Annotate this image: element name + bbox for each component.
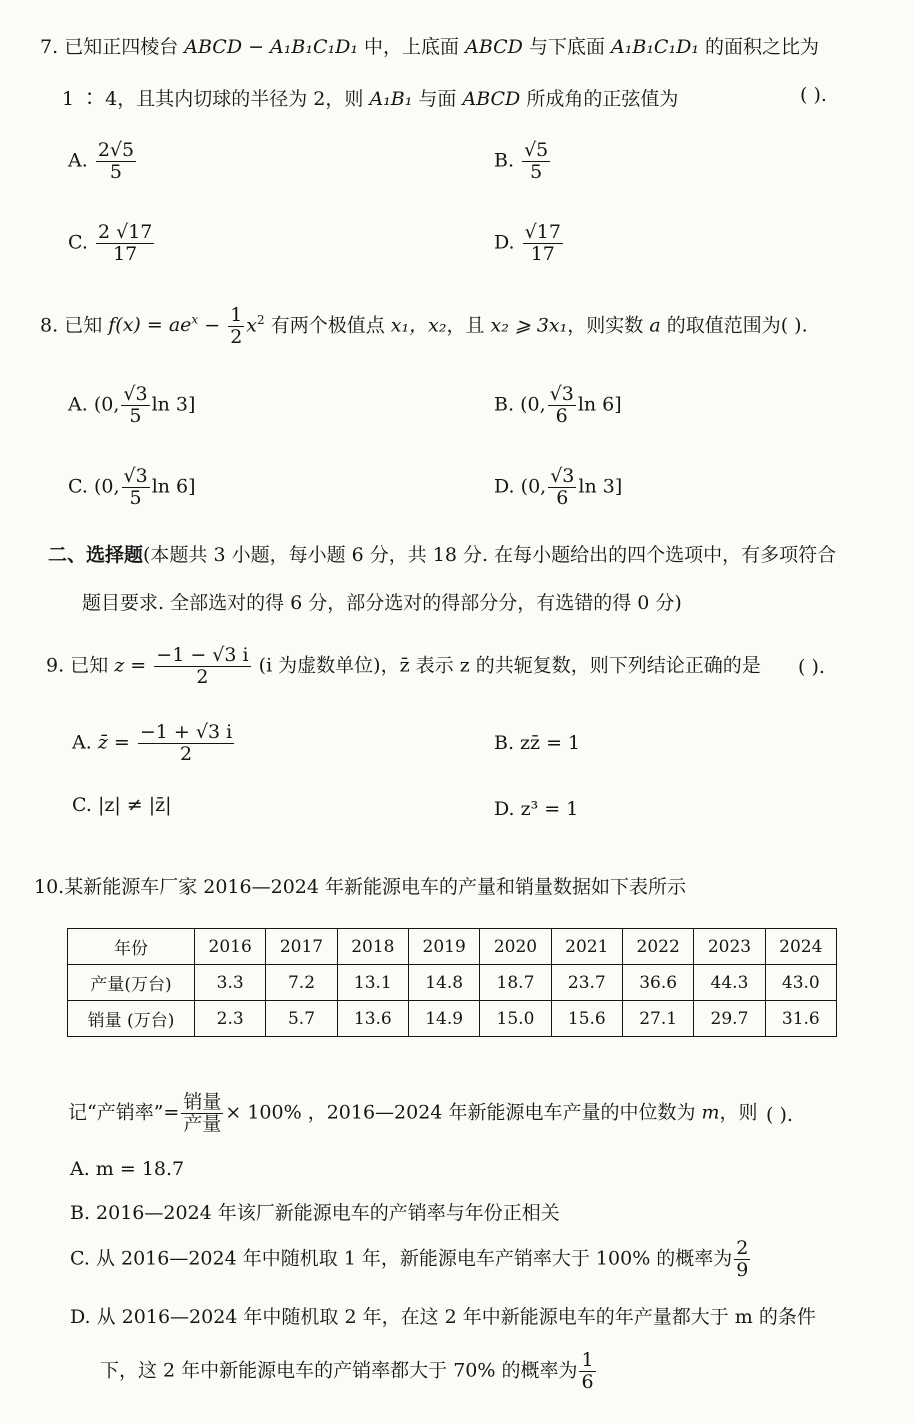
fraction bbox=[523, 222, 563, 265]
frac-num: 销量 bbox=[183, 1091, 222, 1113]
q10-def-b: × 100% ，2016—2024 年新能源电车产量的中位数为 bbox=[225, 1101, 696, 1124]
option-post: ln 3] bbox=[151, 393, 196, 416]
table-cell: 2022 bbox=[622, 929, 693, 965]
q7-blank: ( ). bbox=[800, 84, 827, 106]
frac-den: 6 bbox=[556, 486, 569, 509]
table-cell: 2020 bbox=[480, 929, 551, 965]
option-label: D. bbox=[494, 231, 515, 254]
q7-option-c[interactable] bbox=[68, 222, 156, 265]
q8-option-c[interactable] bbox=[68, 466, 196, 509]
section-line2: 题目要求. 全部选对的得 6 分，部分选对的得部分分，有选错的得 0 分) bbox=[82, 592, 682, 614]
option-pre: (0, bbox=[93, 475, 120, 498]
q10-option-d-line2 bbox=[100, 1350, 598, 1393]
fraction bbox=[122, 466, 150, 509]
fraction bbox=[548, 466, 576, 509]
table-row bbox=[68, 965, 837, 1001]
table-cell: 15.6 bbox=[551, 1001, 622, 1037]
frac-num: 2 bbox=[736, 1237, 749, 1259]
table-cell: 13.6 bbox=[337, 1001, 408, 1037]
frac-num: √3 bbox=[123, 465, 148, 487]
q7-text-d: 的面积之比为 bbox=[704, 36, 819, 58]
q10-option-c[interactable] bbox=[70, 1238, 752, 1281]
table-cell: 3.3 bbox=[195, 965, 266, 1001]
q9-option-b[interactable]: B. zz̄ = 1 bbox=[494, 732, 581, 754]
option-label: C. bbox=[68, 475, 88, 498]
option-pre: (0, bbox=[520, 475, 547, 498]
q8-option-d[interactable] bbox=[494, 466, 622, 509]
q8-func-sup: x bbox=[191, 313, 199, 328]
fraction bbox=[121, 384, 149, 427]
option-text-line2: 下，这 2 年中新能源电车的产销率都大于 70% 的概率为 bbox=[100, 1359, 578, 1382]
frac-num: −1 + √3 i bbox=[139, 721, 233, 743]
q9-option-d[interactable]: D. z³ = 1 bbox=[494, 798, 579, 820]
option-text-line1: D. 从 2016—2024 年中随机取 2 年，在这 2 年中新能源电车的年产量都大于 m 的条件 bbox=[70, 1306, 816, 1328]
q8-func-body: f(x) = ae bbox=[108, 314, 192, 337]
q10-m: m bbox=[701, 1101, 720, 1124]
table-cell: 产量(万台) bbox=[68, 965, 195, 1001]
option-lhs: z̄ = bbox=[97, 731, 130, 754]
table-cell: 2021 bbox=[551, 929, 622, 965]
q7-line2-c: 所成角的正弦值为 bbox=[526, 88, 679, 110]
q10-number: 10. bbox=[34, 876, 65, 898]
q10-text: 某新能源车厂家 2016—2024 年新能源电车的产量和销量数据如下表所示 bbox=[64, 876, 687, 898]
table-cell: 36.6 bbox=[622, 965, 693, 1001]
frac-den: 9 bbox=[736, 1258, 749, 1281]
q7-line2-b: 与面 bbox=[418, 88, 457, 110]
q7-line2 bbox=[62, 84, 678, 111]
table-cell: 2024 bbox=[765, 929, 836, 965]
fraction bbox=[96, 140, 136, 183]
table-cell: 14.8 bbox=[408, 965, 479, 1001]
frac-den: 5 bbox=[109, 160, 122, 183]
q9-text-a: 已知 bbox=[70, 654, 109, 677]
q9-line1 bbox=[46, 645, 761, 688]
table-cell: 销量 (万台) bbox=[68, 1001, 195, 1037]
frac-num: 2√5 bbox=[97, 139, 135, 161]
q8-text-b: 有两个极值点 bbox=[270, 314, 385, 337]
table-cell: 14.9 bbox=[408, 1001, 479, 1037]
table-cell: 15.0 bbox=[480, 1001, 551, 1037]
frac-den: 6 bbox=[581, 1370, 594, 1393]
frac-num: √3 bbox=[123, 383, 148, 405]
q10-option-b[interactable]: B. 2016—2024 年该厂新能源电车的产销率与年份正相关 bbox=[70, 1202, 560, 1224]
option-text: C. 从 2016—2024 年中随机取 1 年，新能源电车产销率大于 100% 的概率为 bbox=[70, 1247, 733, 1270]
option-label: C. bbox=[68, 231, 88, 254]
q8-vars: x₁，x₂ bbox=[390, 314, 447, 337]
q7-line1 bbox=[40, 32, 819, 59]
option-post: ln 3] bbox=[578, 475, 623, 498]
q7-text-a: 已知正四棱台 bbox=[64, 36, 179, 58]
table-cell: 2019 bbox=[408, 929, 479, 965]
frac-den: 2 bbox=[230, 325, 243, 348]
q7-text-c: 与下底面 bbox=[528, 36, 605, 58]
table-cell: 27.1 bbox=[622, 1001, 693, 1037]
frac-den: 5 bbox=[129, 486, 142, 509]
q8-number: 8. bbox=[40, 314, 59, 337]
frac-den: 6 bbox=[555, 404, 568, 427]
q7-upper: ABCD bbox=[465, 36, 523, 58]
frac-num: √3 bbox=[549, 383, 574, 405]
q7-lower: A₁B₁C₁D₁ bbox=[611, 36, 699, 58]
fraction bbox=[579, 1350, 595, 1393]
table-cell: 2018 bbox=[337, 929, 408, 965]
frac-num: √17 bbox=[524, 221, 561, 243]
table-cell: 年份 bbox=[68, 929, 195, 965]
q10-line1 bbox=[34, 872, 686, 899]
q8-text-c: ，且 bbox=[446, 314, 485, 337]
q7-option-d[interactable] bbox=[494, 222, 565, 265]
section-line1: (本题共 3 小题，每小题 6 分，共 18 分. 在每小题给出的四个选项中，有多项符合 bbox=[143, 544, 837, 566]
q7-number: 7. bbox=[40, 36, 59, 58]
q8-x: x bbox=[246, 314, 258, 337]
table-cell: 2017 bbox=[266, 929, 337, 965]
q10-option-d[interactable] bbox=[70, 1302, 816, 1329]
table-cell: 18.7 bbox=[480, 965, 551, 1001]
table-cell: 43.0 bbox=[765, 965, 836, 1001]
q9-number: 9. bbox=[46, 654, 65, 677]
q8-func bbox=[108, 314, 198, 336]
q9-z-eq: z = bbox=[114, 654, 147, 677]
q7-line2-a: 1 ∶ 4，且其内切球的半径为 2，则 bbox=[62, 88, 364, 110]
q10-definition bbox=[68, 1092, 758, 1135]
table-row bbox=[68, 1001, 837, 1037]
fraction bbox=[96, 222, 154, 265]
frac-den: 5 bbox=[530, 160, 543, 183]
frac-den: 17 bbox=[530, 242, 555, 265]
table-header-row bbox=[68, 929, 837, 965]
q8-a: a bbox=[649, 314, 661, 337]
q8-text-d: ，则实数 bbox=[567, 314, 644, 337]
option-label: A. bbox=[68, 393, 88, 416]
q8-text-e: 的取值范围为( ). bbox=[666, 314, 808, 337]
q7-solid: ABCD − A₁B₁C₁D₁ bbox=[184, 36, 358, 58]
option-pre: (0, bbox=[93, 393, 120, 416]
q9-option-c[interactable]: C. |z| ≠ |z̄| bbox=[72, 794, 172, 816]
q9-fraction bbox=[154, 645, 250, 688]
option-post: ln 6] bbox=[151, 475, 196, 498]
q8-cond: x₂ ⩾ 3x₁ bbox=[490, 314, 568, 337]
frac-num: √5 bbox=[524, 139, 549, 161]
q7-plane: ABCD bbox=[462, 88, 521, 110]
frac-num: 1 bbox=[581, 1349, 594, 1371]
option-label: D. bbox=[494, 475, 515, 498]
fraction bbox=[522, 140, 550, 183]
q7-edge: A₁B₁ bbox=[369, 88, 413, 110]
table-cell: 7.2 bbox=[266, 965, 337, 1001]
table-cell: 13.1 bbox=[337, 965, 408, 1001]
table-cell: 2023 bbox=[694, 929, 765, 965]
option-label: A. bbox=[68, 149, 88, 172]
table-cell: 2016 bbox=[195, 929, 266, 965]
fraction bbox=[138, 722, 234, 765]
q7-option-b[interactable] bbox=[494, 140, 552, 183]
frac-num: √3 bbox=[550, 465, 575, 487]
frac-num: 2 √17 bbox=[97, 221, 153, 243]
section-heading bbox=[48, 540, 836, 567]
frac-num: −1 − √3 i bbox=[156, 644, 249, 666]
option-label: B. bbox=[494, 149, 515, 172]
q9-option-a[interactable] bbox=[72, 722, 236, 765]
option-post: ln 6] bbox=[577, 393, 622, 416]
q8-half bbox=[228, 305, 244, 348]
production-sales-table bbox=[67, 928, 837, 1037]
q8-line1 bbox=[40, 305, 808, 348]
table-cell: 44.3 bbox=[694, 965, 765, 1001]
q7-text-b: 中，上底面 bbox=[364, 36, 460, 58]
q8-text-a: 已知 bbox=[64, 314, 103, 337]
frac-den: 17 bbox=[113, 242, 138, 265]
q8-minus: − bbox=[204, 314, 221, 337]
q9-text-b: (i 为虚数单位)，z̄ 表示 z 的共轭复数，则下列结论正确的是 bbox=[258, 654, 761, 677]
frac-den: 2 bbox=[196, 665, 209, 688]
q8-x-sup: 2 bbox=[257, 313, 265, 328]
fraction bbox=[734, 1238, 750, 1281]
q10-def-a: 记“产销率”= bbox=[68, 1101, 180, 1124]
frac-den: 产量 bbox=[183, 1112, 222, 1135]
q7-option-a[interactable] bbox=[68, 140, 138, 183]
table-cell: 29.7 bbox=[694, 1001, 765, 1037]
q8-option-a[interactable] bbox=[68, 384, 195, 427]
q10-def-c: ，则 bbox=[719, 1101, 758, 1124]
option-label: A. bbox=[72, 731, 92, 754]
table-cell: 23.7 bbox=[551, 965, 622, 1001]
q10-blank: ( ). bbox=[766, 1104, 793, 1126]
q10-option-a[interactable]: A. m = 18.7 bbox=[70, 1158, 185, 1180]
table-cell: 31.6 bbox=[765, 1001, 836, 1037]
frac-den: 2 bbox=[179, 742, 193, 765]
table-cell: 2.3 bbox=[195, 1001, 266, 1037]
table-cell: 5.7 bbox=[266, 1001, 337, 1037]
fraction bbox=[548, 384, 576, 427]
q9-blank: ( ). bbox=[798, 656, 825, 678]
option-label: B. bbox=[494, 393, 515, 416]
section-title: 二、选择题 bbox=[48, 544, 144, 566]
option-pre: (0, bbox=[520, 393, 546, 416]
frac-den: 5 bbox=[129, 404, 142, 427]
frac-num: 1 bbox=[230, 304, 243, 326]
q8-option-b[interactable] bbox=[494, 384, 622, 427]
q10-def-fraction bbox=[181, 1092, 223, 1135]
